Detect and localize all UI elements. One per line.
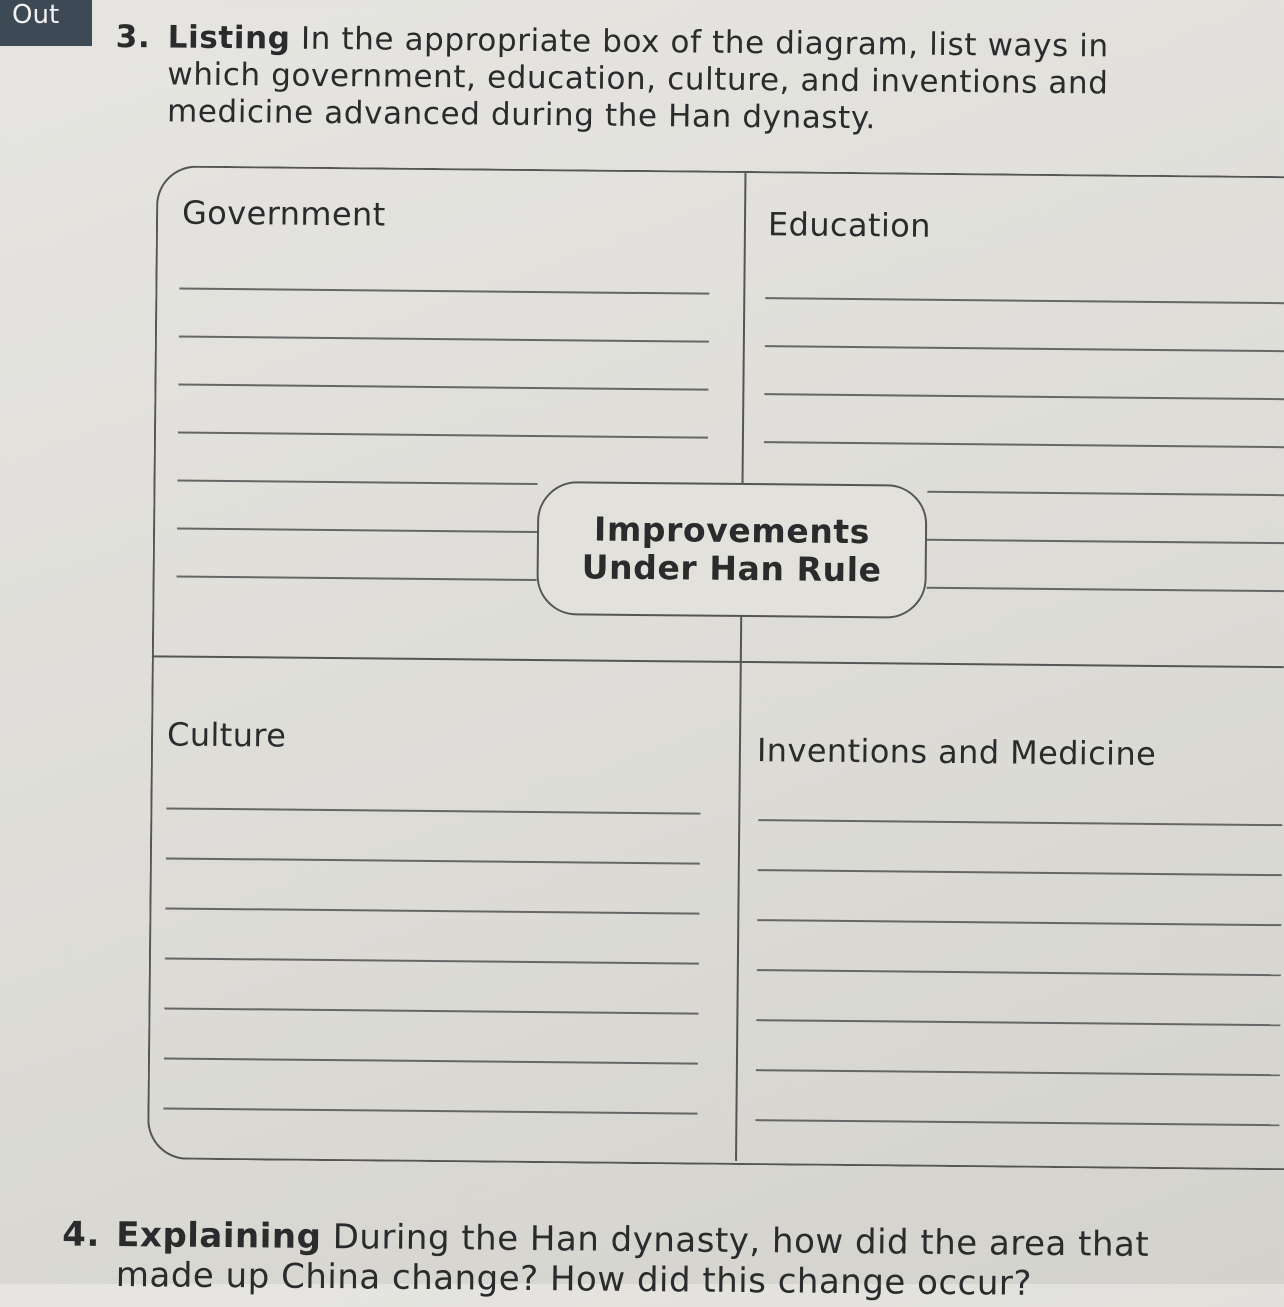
culture-label: Culture	[166, 715, 287, 755]
question-4-keyword: Explaining	[116, 1215, 322, 1257]
diagram-frame	[147, 165, 1284, 1170]
question-4	[62, 1214, 1263, 1306]
question-3-line-2: which government, education, culture, and inventions and	[167, 56, 1109, 102]
government-label: Government	[181, 193, 386, 234]
inventions-medicine-label: Inventions and Medicine	[756, 731, 1157, 773]
education-label: Education	[767, 205, 932, 245]
question-4-line-1: During the Han dynasty, how did the area that	[332, 1217, 1150, 1265]
question-3-line-3: medicine advanced during the Han dynasty.	[166, 93, 877, 137]
out-tab-label: Out	[12, 0, 60, 30]
question-3-number: 3.	[115, 18, 151, 56]
center-title-line-1: Improvements	[593, 509, 871, 552]
question-3-line-1: In the appropriate box of the diagram, list ways in	[300, 20, 1109, 65]
diagram-center-title	[536, 481, 927, 619]
question-3	[115, 19, 1196, 140]
question-4-number: 4.	[62, 1214, 101, 1255]
center-title-line-2: Under Han Rule	[581, 547, 882, 590]
question-3-keyword: Listing	[167, 19, 291, 57]
question-4-line-2: made up China change? How did this change occur?	[115, 1254, 1033, 1304]
